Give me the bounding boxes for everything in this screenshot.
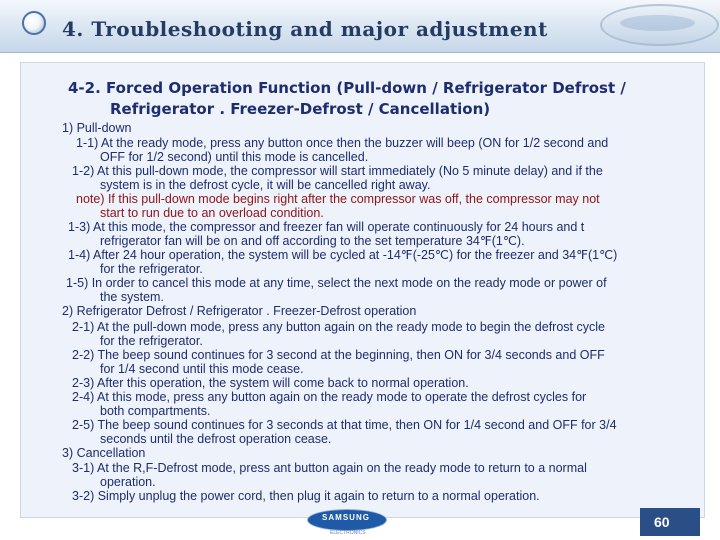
page-title: 4. Troubleshooting and major adjustment [62,17,548,41]
page-number-box [640,508,700,536]
bullet-ring-icon [22,11,46,35]
item-1-5-cont: the system. [100,290,164,304]
heading-cancellation: 3) Cancellation [62,446,146,460]
item-3-1: 3-1) At the R,F-Defrost mode, press ant button again on the ready mode to return to a normal [72,461,587,475]
item-2-2-cont: for 1/4 second until this mode cease. [100,362,304,376]
item-2-1: 2-1) At the pull-down mode, press any button again on the ready mode to begin the defrost cycle [72,320,605,334]
section-title-line-1: 4-2. Forced Operation Function (Pull-down / Refrigerator Defrost / [68,79,626,97]
item-2-4-cont: both compartments. [100,404,211,418]
note-line-cont: start to run due to an overload condition. [100,206,324,220]
item-1-4: 1-4) After 24 hour operation, the system will be cycled at -14℉(-25℃) for the freezer and 34℉(1℃) [68,248,618,262]
section-title-line-2: Refrigerator . Freezer-Defrost / Cancellation) [110,100,491,118]
item-2-1-cont: for the refrigerator. [100,334,203,348]
item-1-3-cont: refrigerator fan will be on and off according to the set temperature 34℉(1℃). [100,234,525,248]
header-bar [0,0,720,53]
item-2-5: 2-5) The beep sound continues for 3 seconds at that time, then ON for 1/4 second and OFF for 3/4 [72,418,617,432]
heading-defrost: 2) Refrigerator Defrost / Refrigerator . Freezer-Defrost operation [62,304,417,318]
item-2-5-cont: seconds until the defrost operation cease. [100,432,332,446]
item-1-1-cont: OFF for 1/2 second) until this mode is cancelled. [100,150,369,164]
item-1-2: 1-2) At this pull-down mode, the compressor will start immediately (No 5 minute delay) and if the [72,164,603,178]
item-1-2-cont: system is in the defrost cycle, it will be cancelled right away. [100,178,431,192]
page-number: 60 [654,514,670,530]
item-1-4-cont: for the refrigerator. [100,262,203,276]
item-1-5: 1-5) In order to cancel this mode at any time, select the next mode on the ready mode or power of [66,276,607,290]
note-line: note) If this pull-down mode begins right after the compressor was off, the compressor may not [76,192,600,206]
brand-logo-watermark [600,4,719,46]
item-3-1-cont: operation. [100,475,156,489]
samsung-logo-text: SAMSUNG [322,513,370,522]
heading-pull-down: 1) Pull-down [62,121,132,135]
item-2-4: 2-4) At this mode, press any button again on the ready mode to operate the defrost cycles for [72,390,587,404]
item-1-3: 1-3) At this mode, the compressor and freezer fan will operate continuously for 24 hours and t [68,220,585,234]
item-2-3: 2-3) After this operation, the system will come back to normal operation. [72,376,469,390]
samsung-logo-subtext: ELECTRONICS [330,530,366,536]
item-1-1: 1-1) At the ready mode, press any button once then the buzzer will beep (ON for 1/2 second and [76,136,609,150]
item-3-2: 3-2) Simply unplug the power cord, then plug it again to return to a normal operation. [72,489,540,503]
item-2-2: 2-2) The beep sound continues for 3 second at the beginning, then ON for 3/4 seconds and OFF [72,348,605,362]
